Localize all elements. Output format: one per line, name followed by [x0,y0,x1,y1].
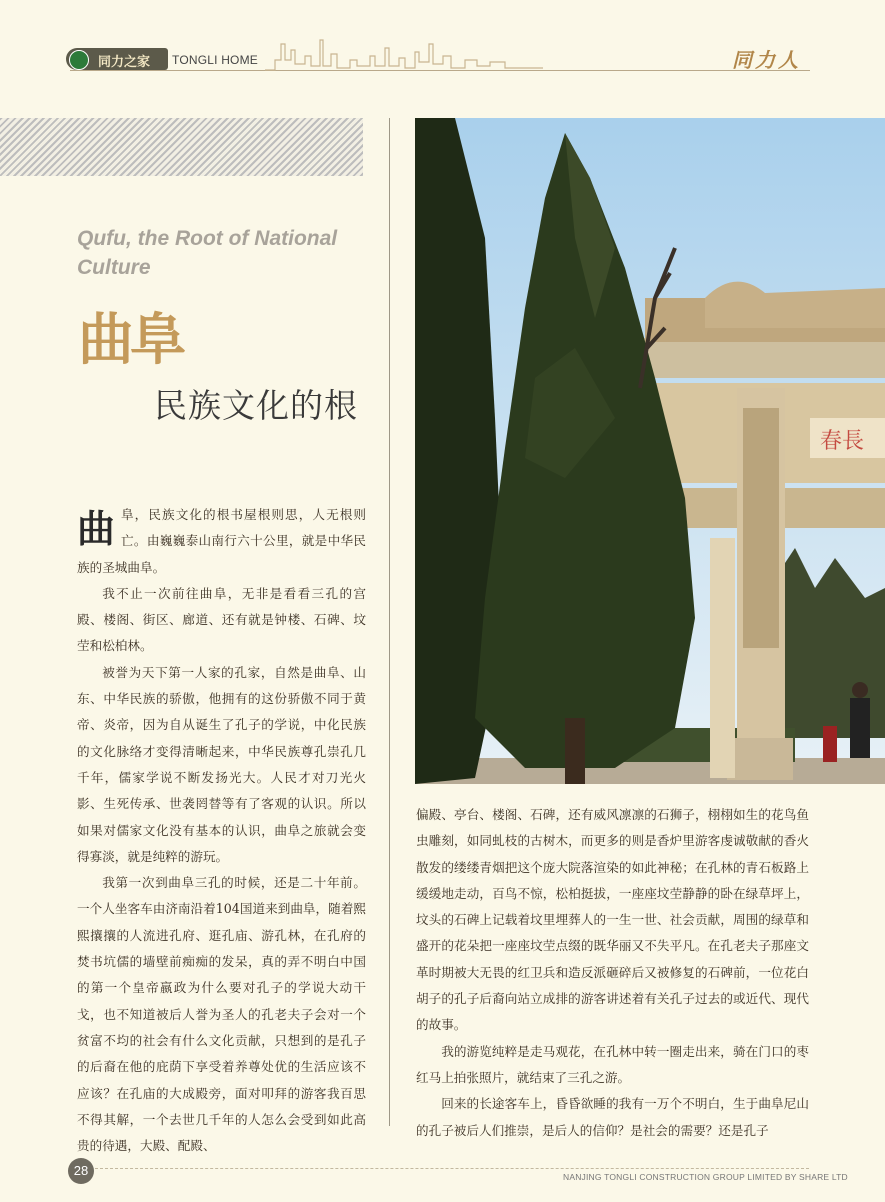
dropcap: 曲 [77,507,116,551]
paragraph: 我不止一次前往曲阜，无非是看看三孔的宫殿、楼阁、街区、廊道、还有就是钟楼、石碑、坟茔和松柏林。 [77,585,366,654]
paragraph-text: 阜，民族文化的根书屋根则思，人无根则亡。由巍巍泰山南行六十公里，就是中华民族的圣城曲阜。 [77,507,366,575]
article-body-left [77,502,366,1159]
article-title-cn: 曲阜 [78,307,182,373]
article-photo [415,118,885,784]
footer-rule [95,1168,809,1169]
column-divider [389,118,390,1126]
paragraph: 我的游览纯粹是走马观花，在孔林中转一圈走出来，骑在门口的枣红马上拍张照片，就结束了三孔之游。 [416,1043,809,1085]
plaque-text: 春長 [820,429,865,454]
footer-company: NANJING TONGLI CONSTRUCTION GROUP LIMITED BY SHARE LTD [563,1172,848,1182]
brand-logo: 同力人 [732,48,801,72]
company-logo-icon [69,50,89,70]
article-title-en: Qufu, the Root of National Culture [77,227,338,279]
city-skyline-icon [265,36,545,72]
page-number: 28 [68,1158,94,1184]
article-body-right [416,802,809,1144]
paragraph: 被誉为天下第一人家的孔家，自然是曲阜、山东、中华民族的骄傲，他拥有的这份骄傲不同于黄帝、炎帝，因为自从诞生了孔子的学说，中化民族的文化脉络才变得清晰起来，中华民族尊孔崇孔几千年，儒家学说不断发扬光大。人民才对刀光火影、生死传承、世袭罔替等有了客观的认识。所以如果对儒家文化没有基本的认识，曲阜之旅就会变得寡淡，就是纯粹的游玩。 [77,664,366,864]
paragraph [77,502,366,581]
decorative-hatch-band [0,118,363,176]
paragraph: 回来的长途客车上，昏昏欲睡的我有一万个不明白，生于曲阜尼山的孔子被后人们推崇，是后人的信仰？是社会的需要？还是孔子 [416,1096,809,1138]
article-subtitle-cn: 民族文化的根 [154,386,358,425]
paragraph: 我第一次到曲阜三孔的时候，还是二十年前。一个人坐客车由济南沿着104国道来到曲阜，随着熙熙攘攘的人流进孔府、逛孔庙、游孔林，在孔府的焚书坑儒的墙壁前痴痴的发呆，真的弄不明白中国的第一个皇帝嬴政为什么要对孔子的学说大动干戈，也不知道被后人誉为圣人的孔老夫子会对一个贫富不均的社会有什么文化贡献，只想到的是孔子的后裔在他的庇荫下享受着养尊处优的生活应该不应该？在孔庙的大成殿旁，面对叩拜的游客我百思不得其解，一个去世几千年的人怎么会受到如此高贵的待遇，大殿、配殿、 [77,875,366,1154]
section-title-en: TONGLI HOME [172,53,258,67]
section-title-cn: 同力之家 [98,55,151,70]
paragraph: 偏殿、亭台、楼阁、石碑，还有威风凛凛的石狮子，栩栩如生的花鸟鱼虫雕刻，如同虬枝的古树木，而更多的则是香炉里游客虔诚敬献的香火散发的缕缕青烟把这个庞大院落渲染的如此神秘；在孔林的青石板路上缓缓地走动，百鸟不惊，松柏挺拔，一座座坟茔静静的卧在绿草坪上，坟头的石碑上记载着坟里埋葬人的一生一世、社会贡献，周围的绿草和盛开的花朵把一座座坟茔点缀的既华丽又不失平凡。在孔老夫子那座文革时期被大无畏的红卫兵和造反派砸碎后又被修复的石碑前，一位花白胡子的孔子后裔向站立成排的游客讲述着有关孔子过去的或近代、现代的故事。 [416,807,809,1033]
